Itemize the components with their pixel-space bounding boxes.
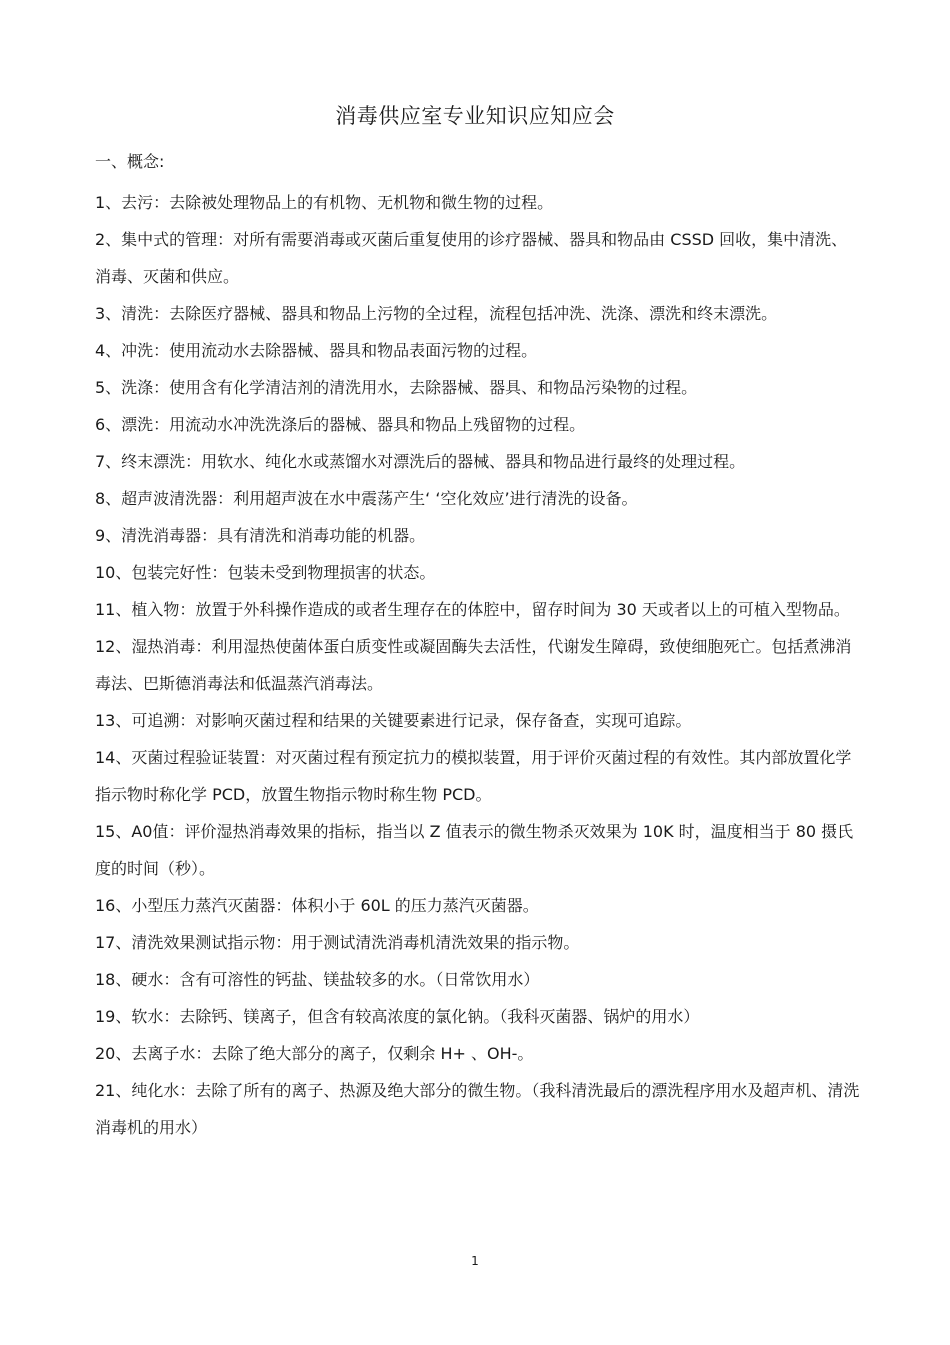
concept-item: 3、清洗：去除医疗器械、器具和物品上污物的全过程，流程包括冲洗、洗涤、漂洗和终末漂洗。 xyxy=(95,304,778,323)
concept-item: 21、纯化水：去除了所有的离子、热源及绝大部分的微生物。（我科清洗最后的漂洗程序用水及超声机、清洗消毒机的用水） xyxy=(95,1081,860,1137)
concept-item: 2、集中式的管理：对所有需要消毒或灭菌后重复使用的诊疗器械、器具和物品由 CSSD 回收，集中清洗、消毒、灭菌和供应。 xyxy=(95,230,848,286)
concept-item: 14、灭菌过程验证装置：对灭菌过程有预定抗力的模拟装置，用于评价灭菌过程的有效性。其内部放置化学指示物时称化学 PCD，放置生物指示物时称生物 PCD。 xyxy=(95,748,852,804)
concept-item: 4、冲洗：使用流动水去除器械、器具和物品表面污物的过程。 xyxy=(95,341,538,360)
concept-item: 11、植入物：放置于外科操作造成的或者生理存在的体腔中，留存时间为 30 天或者以上的可植入型物品。 xyxy=(95,600,850,619)
concept-item: 13、可追溯：对影响灭菌过程和结果的关键要素进行记录，保存备查，实现可追踪。 xyxy=(95,711,692,730)
concept-item: 18、硬水：含有可溶性的钙盐、镁盐较多的水。（日常饮用水） xyxy=(95,970,540,989)
document-title: 消毒供应室专业知识应知应会 xyxy=(335,104,615,128)
concept-item: 20、去离子水：去除了绝大部分的离子，仅剩余 H+ 、OH-。 xyxy=(95,1044,534,1063)
concept-item: 15、A0值：评价湿热消毒效果的指标，指当以 Z 值表示的微生物杀灭效果为 10K 时，温度相当于 80 摄氏度的时间（秒）。 xyxy=(95,822,854,878)
concept-item: 5、洗涤：使用含有化学清洁剂的清洗用水，去除器械、器具、和物品污染物的过程。 xyxy=(95,378,698,397)
concept-list xyxy=(95,184,860,1146)
concept-item: 19、软水：去除钙、镁离子，但含有较高浓度的氯化钠。（我科灭菌器、锅炉的用水） xyxy=(95,1007,700,1026)
concept-item: 16、小型压力蒸汽灭菌器：体积小于 60L 的压力蒸汽灭菌器。 xyxy=(95,896,539,915)
section-heading: 一、概念: xyxy=(95,152,165,171)
concept-item: 12、湿热消毒：利用湿热使菌体蛋白质变性或凝固酶失去活性，代谢发生障碍，致使细胞死亡。包括煮沸消毒法、巴斯德消毒法和低温蒸汽消毒法。 xyxy=(95,637,852,693)
concept-item: 6、漂洗：用流动水冲洗洗涤后的器械、器具和物品上残留物的过程。 xyxy=(95,415,586,434)
page-number: 1 xyxy=(471,1254,479,1268)
concept-item: 8、超声波清洗器：利用超声波在水中震荡产生‘ ‘空化效应’进行清洗的设备。 xyxy=(95,489,638,508)
concept-item: 9、清洗消毒器：具有清洗和消毒功能的机器。 xyxy=(95,526,426,545)
concept-item: 17、清洗效果测试指示物：用于测试清洗消毒机清洗效果的指示物。 xyxy=(95,933,580,952)
concept-item: 1、去污：去除被处理物品上的有机物、无机物和微生物的过程。 xyxy=(95,193,554,212)
concept-item: 10、包装完好性：包装未受到物理损害的状态。 xyxy=(95,563,436,582)
concept-item: 7、终末漂洗：用软水、纯化水或蒸馏水对漂洗后的器械、器具和物品进行最终的处理过程。 xyxy=(95,452,746,471)
